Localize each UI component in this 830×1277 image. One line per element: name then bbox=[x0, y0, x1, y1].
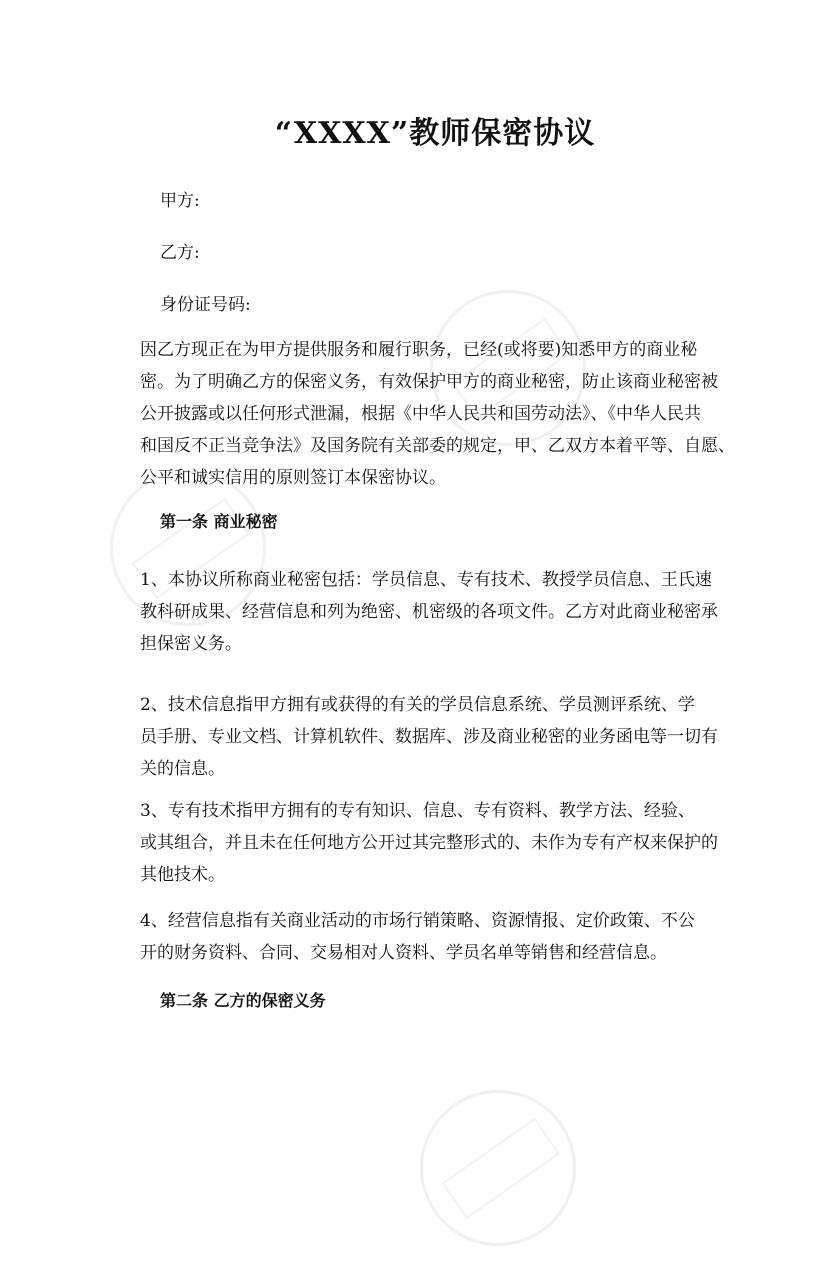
id-number-label: 身份证号码: bbox=[160, 295, 251, 315]
article-1-clause-1 bbox=[140, 564, 718, 660]
text-line: 关的信息。 bbox=[140, 759, 225, 779]
text-line: 公平和诚实信用的原则签订本保密协议。 bbox=[140, 468, 446, 488]
text-line: 其他技术。 bbox=[140, 865, 225, 885]
text-line: 担保密义务。 bbox=[140, 634, 242, 654]
text-line: 因乙方现正在为甲方提供服务和履行职务，已经(或将要)知悉甲方的商业秘 bbox=[140, 340, 698, 360]
text-line: 员手册、专业文档、计算机软件、数据库、涉及商业秘密的业务函电等一切有 bbox=[140, 727, 718, 747]
text-line: 或其组合，并且未在任何地方公开过其完整形式的、未作为专有产权来保护的 bbox=[140, 833, 718, 853]
text-line: 1、本协议所称商业秘密包括：学员信息、专有技术、教授学员信息、王氏速 bbox=[140, 570, 712, 590]
article-1-clause-4 bbox=[140, 905, 700, 969]
party-b-label: 乙方: bbox=[160, 243, 200, 263]
watermark bbox=[389, 1059, 606, 1276]
party-a-label: 甲方: bbox=[160, 191, 200, 211]
text-line: 教科研成果、经营信息和列为绝密、机密级的各项文件。乙方对此商业秘密承 bbox=[140, 602, 718, 622]
text-line: 密。为了明确乙方的保密义务，有效保护甲方的商业秘密，防止该商业秘密被 bbox=[140, 372, 718, 392]
text-line: 4、经营信息指有关商业活动的市场行销策略、资源情报、定价政策、不公 bbox=[140, 911, 695, 931]
text-line: 开的财务资料、合同、交易相对人资料、学员名单等销售和经营信息。 bbox=[140, 943, 667, 963]
article-1-heading: 第一条 商业秘密 bbox=[160, 512, 278, 531]
article-2-heading: 第二条 乙方的保密义务 bbox=[160, 991, 326, 1010]
text-line: 2、技术信息指甲方拥有或获得的有关的学员信息系统、学员测评系统、学 bbox=[140, 695, 695, 715]
document-title: “XXXX”教师保密协议 bbox=[274, 116, 596, 151]
article-1-clause-2 bbox=[140, 689, 718, 785]
text-line: 和国反不正当竞争法》及国务院有关部委的规定，甲、乙双方本着平等、自愿、 bbox=[140, 436, 735, 456]
text-line: 公开披露或以任何形式泄漏，根据《中华人民共和国劳动法》、《中华人民共 bbox=[140, 404, 701, 424]
intro-paragraph bbox=[140, 334, 735, 494]
article-1-clause-3 bbox=[140, 795, 718, 891]
text-line: 3、专有技术指甲方拥有的专有知识、信息、专有资料、教学方法、经验、 bbox=[140, 801, 695, 821]
